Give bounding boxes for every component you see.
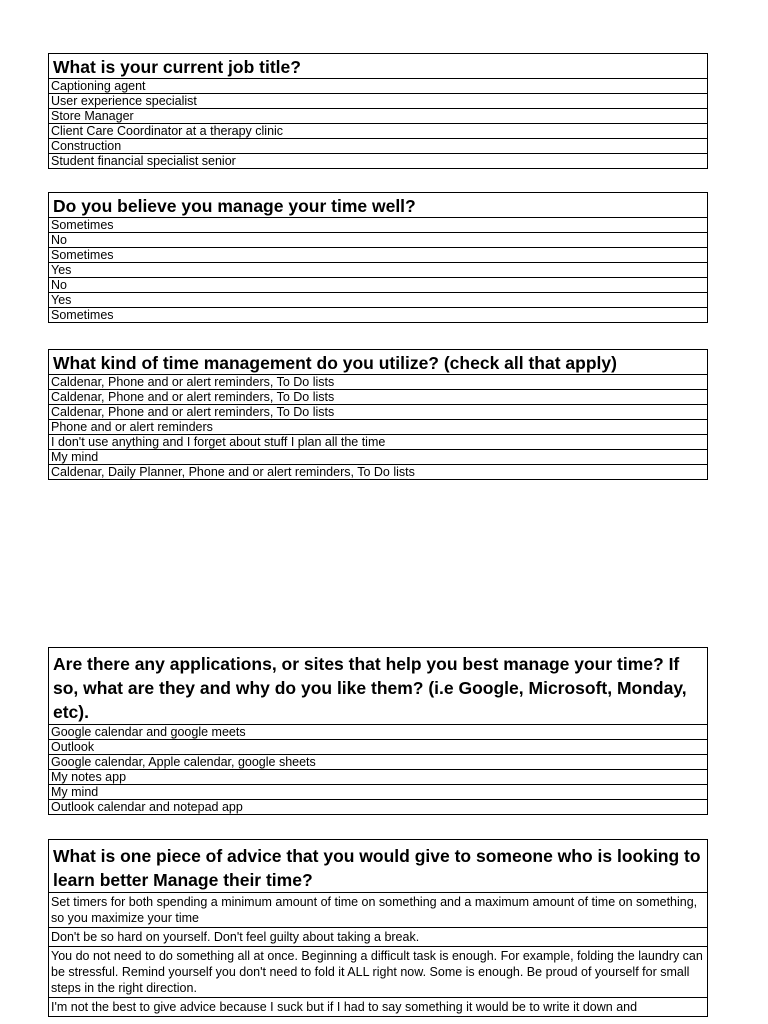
applications-table — [48, 647, 708, 815]
answer-row: My mind — [49, 785, 707, 800]
question-title: What is one piece of advice that you would give to someone who is looking to learn better Manage their time? — [49, 840, 707, 893]
answer-row: You do not need to do something all at once. Beginning a difficult task is enough. For example, folding the laundry can be stressful. Remind yourself you don't need to fold it ALL right now. Some is enough. Be proud of yourself for small steps in the right direction. — [49, 947, 707, 998]
question-title: Are there any applications, or sites that help you best manage your time? If so, what are they and why do you like them? (i.e Google, Microsoft, Monday, etc). — [49, 648, 707, 725]
answer-row: Caldenar, Daily Planner, Phone and or alert reminders, To Do lists — [51, 465, 415, 479]
answer-row: Construction — [49, 139, 707, 154]
answer-row: Captioning agent — [49, 79, 707, 94]
answer-row: I'm not the best to give advice because I suck but if I had to say something it would be to write it down and — [51, 1000, 638, 1014]
answer-row: No — [49, 278, 707, 293]
answer-row: Yes — [49, 263, 707, 278]
answer-row: Store Manager — [49, 109, 707, 124]
answer-row: Google calendar, Apple calendar, google sheets — [49, 755, 707, 770]
question-title: What kind of time management do you utilize? (check all that apply) — [49, 350, 707, 375]
answer-row: Outlook — [49, 740, 707, 755]
answer-row: Client Care Coordinator at a therapy clinic — [49, 124, 707, 139]
answer-row: Caldenar, Phone and or alert reminders, To Do lists — [49, 375, 707, 390]
answer-row: Yes — [49, 293, 707, 308]
answer-row: Google calendar and google meets — [49, 725, 707, 740]
answer-row: No — [49, 233, 707, 248]
answer-row: My notes app — [49, 770, 707, 785]
answer-row: Outlook calendar and notepad app — [51, 800, 243, 814]
answer-row: Caldenar, Phone and or alert reminders, To Do lists — [49, 390, 707, 405]
answer-row: Sometimes — [51, 308, 114, 322]
job-title-table — [48, 53, 708, 169]
question-title: Do you believe you manage your time well? — [49, 193, 707, 218]
time-management-table — [48, 192, 708, 323]
advice-table — [48, 839, 708, 1017]
answer-row: User experience specialist — [49, 94, 707, 109]
answer-row: Student financial specialist senior — [51, 154, 236, 168]
answer-row: My mind — [49, 450, 707, 465]
answer-row: Set timers for both spending a minimum amount of time on something and a maximum amount of time on something, so you maximize your time — [49, 893, 707, 928]
question-title: What is your current job title? — [49, 54, 707, 79]
answer-row: Sometimes — [49, 218, 707, 233]
time-management-methods-table — [48, 349, 708, 480]
answer-row: I don't use anything and I forget about stuff I plan all the time — [49, 435, 707, 450]
answer-row: Sometimes — [49, 248, 707, 263]
answer-row: Phone and or alert reminders — [49, 420, 707, 435]
answer-row: Caldenar, Phone and or alert reminders, To Do lists — [49, 405, 707, 420]
answer-row: Don't be so hard on yourself. Don't feel guilty about taking a break. — [49, 928, 707, 947]
